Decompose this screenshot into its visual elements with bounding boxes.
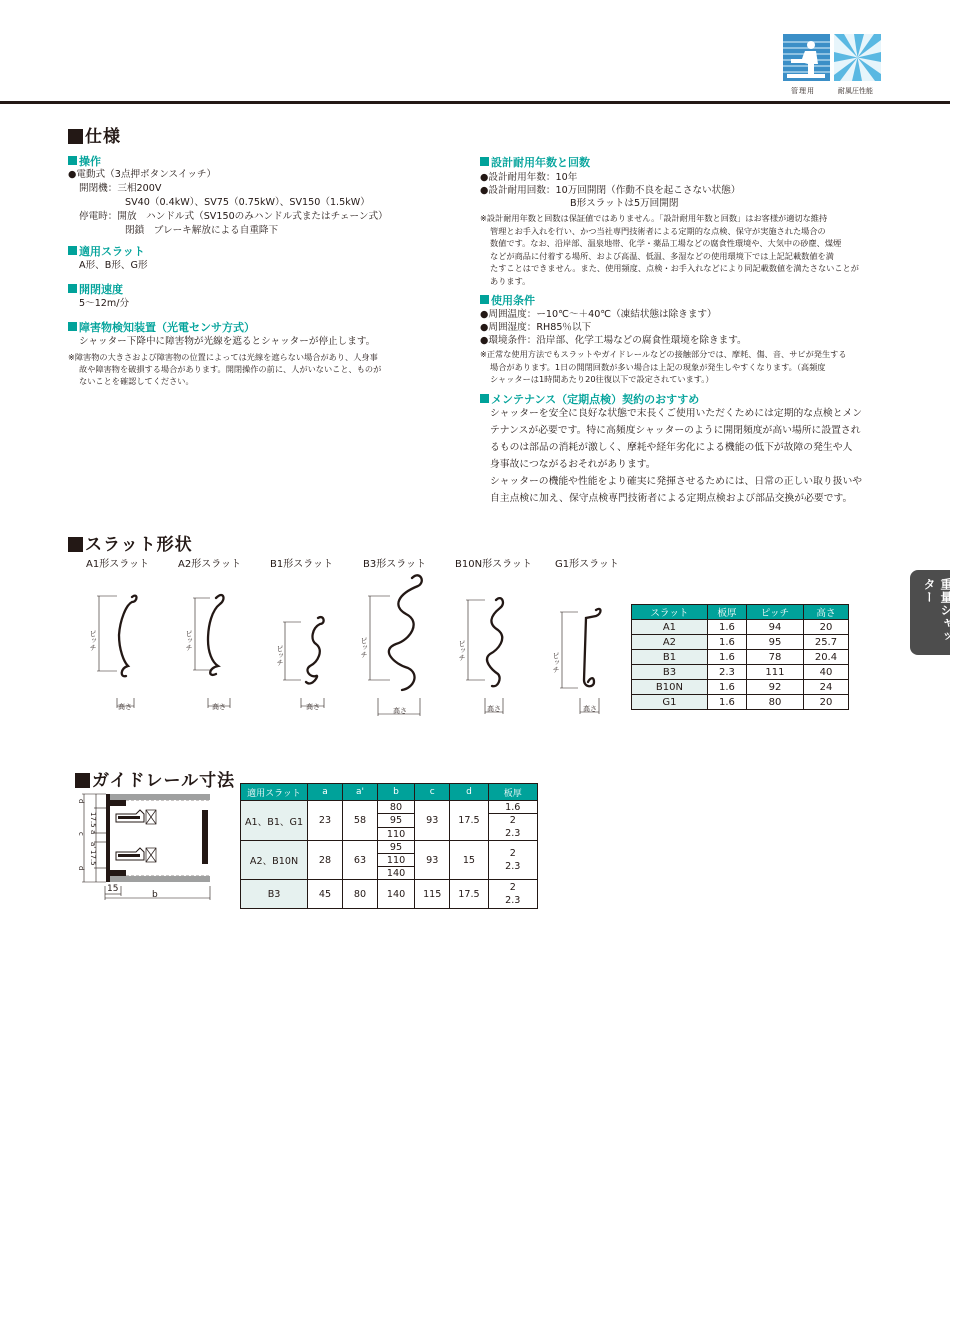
table-cell: A1 [632, 620, 708, 635]
durability-note: たすことはできません。また、使用頻度、点検・お手入れなどにより同記載数値を満たさないことが [490, 263, 859, 273]
thickness-value: 2 [509, 882, 516, 893]
table-cell: 58 [343, 801, 378, 841]
table-cell: 24 [803, 680, 848, 695]
durability-note: 数値です。なお、沿岸部、温泉地帯、化学・薬品工場などの腐食性環境や、大気中の砂塵、煤煙 [490, 238, 842, 248]
table-cell: 45 [308, 880, 343, 909]
thickness-value: 2 [509, 848, 516, 859]
table-header: a' [343, 784, 378, 801]
maintenance-line: 自主点検に加え、保守点検専門技術者による定期点検および部品交換が必要です。 [490, 493, 853, 504]
pitch-label: ピッチ [185, 630, 193, 651]
table-cell: 1.6 [707, 620, 746, 635]
table-cell: 80 [746, 695, 803, 710]
table-cell: G1 [632, 695, 708, 710]
durability-note: あります。 [490, 275, 531, 286]
durability-note: 管理とお手入れを行い、かつ当社専門技術者による定期的な点検、保守が実施された場合の [490, 225, 826, 236]
slat-spec-table [631, 604, 849, 710]
table-cell [488, 814, 537, 841]
slat-label-b10n: B10N形スラット [455, 559, 532, 570]
table-cell: B1 [632, 650, 708, 665]
table-cell: 140 [377, 867, 414, 880]
table-cell: 17.5 [450, 880, 488, 909]
table-cell: 1.6 [707, 635, 746, 650]
speed-heading: 開閉速度 [68, 281, 123, 297]
height-label: 高さ [393, 707, 407, 715]
pitch-label: ピッチ [276, 645, 284, 666]
slat-text: A形、B形、G形 [79, 260, 148, 271]
table-row [632, 680, 849, 695]
pitch-label: ピッチ [89, 630, 97, 651]
wind-pressure-badge [834, 34, 881, 81]
worker-icon [783, 34, 830, 81]
operation-line: 停電時：開放 ハンドル式（SV150のみハンドル式またはチェーン式） [79, 211, 388, 222]
slat-label-a1: A1形スラット [86, 559, 150, 570]
conditions-line: ●環境条件：沿岸部、化学工場などの腐食性環境を除きます。 [480, 335, 747, 346]
conditions-note: シャッターは1時間あたり20往復以下で設定されています。） [490, 374, 714, 384]
table-cell: 28 [308, 841, 343, 880]
table-cell: 20 [803, 695, 848, 710]
durability-note: などが商品に付着する場所、および高温、低温、多湿などの使用環境下では上記記載数値を満 [490, 250, 834, 261]
table-cell: 110 [377, 828, 414, 841]
guide-rail-table [240, 783, 538, 909]
thickness-value: 2.3 [505, 828, 521, 839]
table-row [632, 620, 849, 635]
slat-label-b1: B1形スラット [270, 559, 334, 570]
table-cell: 1.6 [707, 650, 746, 665]
table-cell: 40 [803, 665, 848, 680]
table-row [632, 695, 849, 710]
maintenance-line: シャッターを安全に良好な状態で末長くご使用いただくためには定期的な点検とメン [490, 408, 863, 419]
dim-label-c: c [77, 832, 85, 836]
slat-label-b3: B3形スラット [363, 559, 427, 570]
maintenance-line: 身事故につながるおそれがあります。 [490, 459, 656, 470]
table-cell: 25.7 [803, 635, 848, 650]
durability-note: ※設計耐用年数と回数は保証値ではありません。「設計耐用年数と回数」はお客様が適切な維持 [480, 213, 828, 223]
badge-label-management: 管理用 [791, 87, 815, 95]
table-header: c [415, 784, 450, 801]
maintenance-line: シャッターの機能や性能をより確実に発揮させるためには、日常の正しい取り扱いや [490, 476, 863, 487]
table-header: 適用スラット [241, 784, 308, 801]
table-cell: 92 [746, 680, 803, 695]
table-cell: 110 [377, 854, 414, 867]
operation-line: 開閉機：三相200V [79, 183, 162, 194]
table-cell [488, 880, 537, 909]
table-row [632, 665, 849, 680]
table-cell: 78 [746, 650, 803, 665]
dim-label-b: b [152, 890, 158, 900]
conditions-line: ●周囲湿度：RH85％以下 [480, 322, 592, 333]
sensor-heading: 障害物検知装置（光電センサ方式） [68, 319, 255, 335]
sensor-note: ないことを確認してください。 [79, 376, 194, 386]
table-header: a [308, 784, 343, 801]
table-cell: 17.5 [450, 801, 488, 841]
maintenance-line: テナンスが必要です。特に高頻度シャッターのように開閉頻度が高い場所に設置され [490, 425, 861, 436]
table-cell: 95 [377, 841, 414, 854]
dim-label-a: a [89, 830, 97, 835]
table-cell: 80 [377, 801, 414, 814]
conditions-heading: 使用条件 [480, 292, 535, 308]
sensor-note: ※障害物の大きさおよび障害物の位置によっては光線を遮らない場合があり、人身事 [68, 352, 378, 362]
table-header: b [377, 784, 414, 801]
height-label: 高さ [212, 703, 226, 711]
category-side-tab[interactable] [910, 570, 953, 655]
spec-title: 仕様 [68, 122, 121, 147]
table-row [241, 841, 538, 854]
maintenance-line: るものは部品の消耗が激しく、摩耗や経年劣化による機能の低下が故障の発生や人 [490, 442, 853, 453]
wind-icon [834, 34, 881, 81]
sensor-note: 故や障害物を破損する場合があります。開閉操作の前に、人がいないこと、ものが [79, 364, 382, 374]
badge-label-wind: 耐風圧性能 [838, 87, 873, 95]
table-header: 高さ [803, 605, 848, 620]
durability-heading: 設計耐用年数と回数 [480, 154, 590, 170]
table-cell: A1、B1、G1 [241, 801, 308, 841]
table-cell: B3 [241, 880, 308, 909]
table-cell: 15 [450, 841, 488, 880]
conditions-line: ●周囲温度：ー10℃〜＋40℃（凍結状態は除きます） [480, 309, 717, 320]
durability-line: B形スラットは5万回開閉 [570, 198, 679, 209]
thickness-value: 2.3 [505, 895, 521, 906]
operation-line: 閉鎖 ブレーキ解放による自重降下 [125, 225, 279, 236]
table-cell: 80 [343, 880, 378, 909]
table-cell: 1.6 [707, 695, 746, 710]
table-cell: 20 [803, 620, 848, 635]
table-cell: 2.3 [707, 665, 746, 680]
conditions-note: ※正常な使用方法でもスラットやガイドレールなどの接触部分では、摩耗、傷、音、サビが発生する [480, 349, 847, 359]
table-cell: 63 [343, 841, 378, 880]
table-header: 板厚 [707, 605, 746, 620]
table-row [241, 880, 538, 909]
table-cell: 95 [746, 635, 803, 650]
operation-line: SV40（0.4kW）、SV75（0.75kW）、SV150（1.5kW） [125, 197, 370, 208]
pitch-label: ピッチ [360, 637, 368, 658]
side-tab-label: 重量シャッター [922, 578, 953, 643]
slat-shape-title: スラット形状 [68, 530, 193, 555]
header-rule [0, 101, 950, 104]
table-cell: 20.4 [803, 650, 848, 665]
table-cell: 115 [415, 880, 450, 909]
height-label: 高さ [487, 705, 501, 713]
table-cell: A2 [632, 635, 708, 650]
table-cell: 111 [746, 665, 803, 680]
conditions-note: 場合があります。1日の開閉回数が多い場合は上記の現象が発生しやすくなります。（高頻度 [490, 361, 826, 372]
pitch-label: ピッチ [552, 652, 560, 673]
operation-heading: 操作 [68, 153, 101, 169]
dim-label-a-prime: a' [89, 842, 97, 849]
table-header: スラット [632, 605, 708, 620]
slat-heading: 適用スラット [68, 243, 145, 259]
table-row [632, 650, 849, 665]
table-cell: 1.6 [707, 680, 746, 695]
dim-label-d: d [77, 799, 85, 804]
table-header: 板厚 [488, 784, 537, 801]
table-cell [488, 841, 537, 880]
dim-label-15: 15 [107, 884, 119, 894]
table-cell: B10N [632, 680, 708, 695]
sensor-text: シャッター下降中に障害物が光線を遮るとシャッターが停止します。 [79, 336, 376, 347]
durability-line: ●設計耐用回数：10万回開閉（作動不良を起こさない状態） [480, 185, 741, 196]
maintenance-heading: メンテナンス（定期点検）契約のおすすめ [480, 391, 699, 407]
table-row [632, 635, 849, 650]
slat-profiles-diagram [80, 570, 620, 720]
slat-label-a2: A2形スラット [178, 559, 242, 570]
table-cell: 1.6 [488, 801, 537, 814]
table-cell: 23 [308, 801, 343, 841]
height-label: 高さ [306, 703, 320, 711]
pitch-label: ピッチ [458, 640, 466, 661]
slat-label-g1: G1形スラット [555, 559, 619, 570]
guide-rail-title: ガイドレール寸法 [75, 766, 235, 791]
thickness-value: 2 [509, 815, 516, 826]
table-cell: B3 [632, 665, 708, 680]
table-header: ピッチ [746, 605, 803, 620]
speed-text: 5〜12m/分 [79, 298, 130, 309]
durability-line: ●設計耐用年数：10年 [480, 172, 578, 183]
height-label: 高さ [118, 703, 132, 711]
dim-label-d: d [77, 866, 85, 871]
thickness-value: 2.3 [505, 861, 521, 872]
table-header: d [450, 784, 488, 801]
table-cell: 94 [746, 620, 803, 635]
table-cell: 93 [415, 801, 450, 841]
height-label: 高さ [583, 705, 597, 713]
table-cell: 93 [415, 841, 450, 880]
dim-label-175: 17.5 [89, 850, 97, 866]
table-cell: 140 [377, 880, 414, 909]
operation-line: ●電動式（3点押ボタンスイッチ） [68, 169, 217, 180]
dim-label-175: 17.5 [89, 812, 97, 828]
table-row [241, 801, 538, 814]
table-cell: 95 [377, 814, 414, 828]
table-cell: A2、B10N [241, 841, 308, 880]
management-badge [783, 34, 830, 81]
